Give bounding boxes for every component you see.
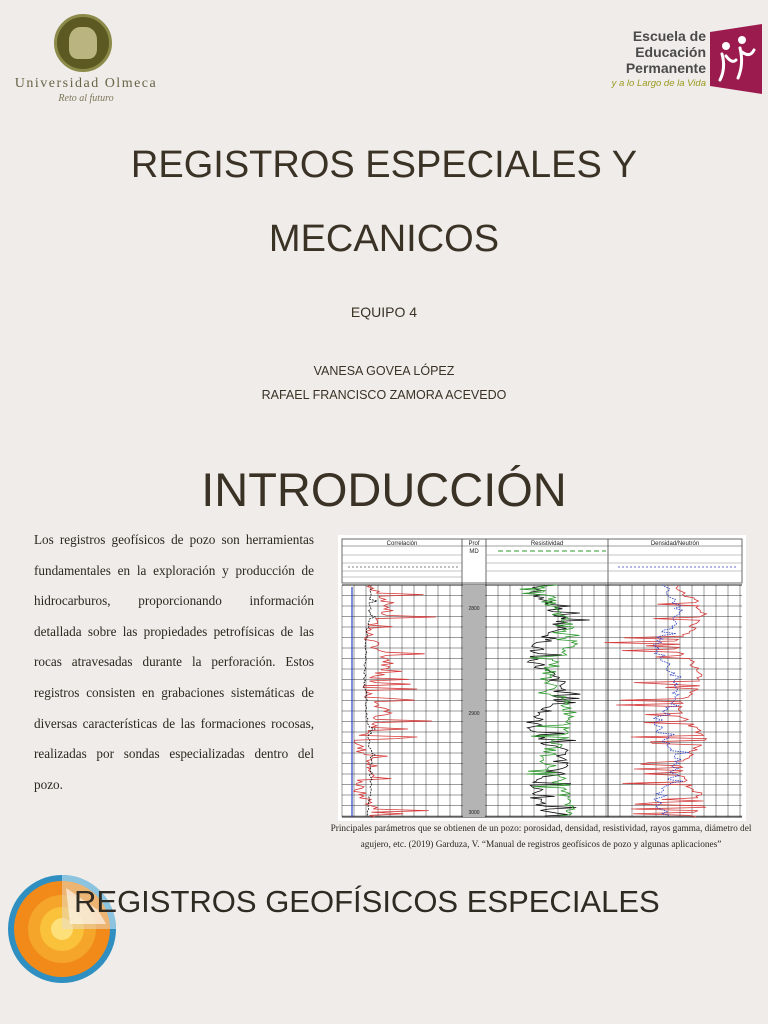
team-member: VANESA GOVEA LÓPEZ <box>313 364 455 378</box>
track-label-resistividad: Resistividad <box>530 541 564 547</box>
track-label-densidad: Densidad/Neutrón <box>650 541 700 547</box>
universidad-olmeca-logo <box>14 12 158 112</box>
main-title-line-1: REGISTROS ESPECIALES Y <box>130 144 638 186</box>
eep-line-1: Escuela de <box>632 28 706 44</box>
team-label: EQUIPO 4 <box>350 304 418 320</box>
university-motto: Reto al futuro <box>58 93 114 104</box>
team-member: RAFAEL FRANCISCO ZAMORA ACEVEDO <box>261 388 507 402</box>
eep-figures-icon <box>710 24 762 94</box>
track-label-prof: Prof <box>468 541 480 547</box>
eep-line-2: Educación <box>635 44 706 60</box>
figure-caption: Principales parámetros que se obtienen de un pozo: porosidad, densidad, resistividad, rayos gamma, diámetro del agujero, etc. (2019) Garduza, V. “Manual de registros geofísicos de pozo y algunas aplicaciones” <box>330 824 752 850</box>
eep-line-3: Permanente <box>625 60 706 76</box>
main-title-line-2: MECANICOS <box>268 218 500 260</box>
eep-tagline: y a lo Largo de la Vida <box>611 78 706 89</box>
depth-mark: 2800 <box>468 606 480 612</box>
escuela-educacion-permanente-logo <box>600 22 762 98</box>
track-label-correlacion: Correlación <box>386 541 418 547</box>
section-heading: REGISTROS GEOFÍSICOS ESPECIALES <box>74 884 660 919</box>
well-log-figure <box>338 535 746 821</box>
depth-unit-label: MD <box>469 549 479 555</box>
university-name: Universidad Olmeca <box>14 76 158 91</box>
depth-mark: 2900 <box>468 711 480 717</box>
introduction-paragraph: Los registros geofísicos de pozo son herramientas fundamentales en la exploración y producción de hidrocarburos, proporcionando información detallada sobre las propiedades petrofísicas de las rocas atravesadas durante la perforación. Estos registros consisten en grabaciones sistemáticas de diversas características de las formaciones rocosas, realizadas por sondas especializadas dentro del pozo. <box>34 532 314 792</box>
depth-mark: 3000 <box>468 810 480 816</box>
introduction-heading: INTRODUCCIÓN <box>201 463 567 516</box>
olmec-head-icon <box>54 14 112 72</box>
